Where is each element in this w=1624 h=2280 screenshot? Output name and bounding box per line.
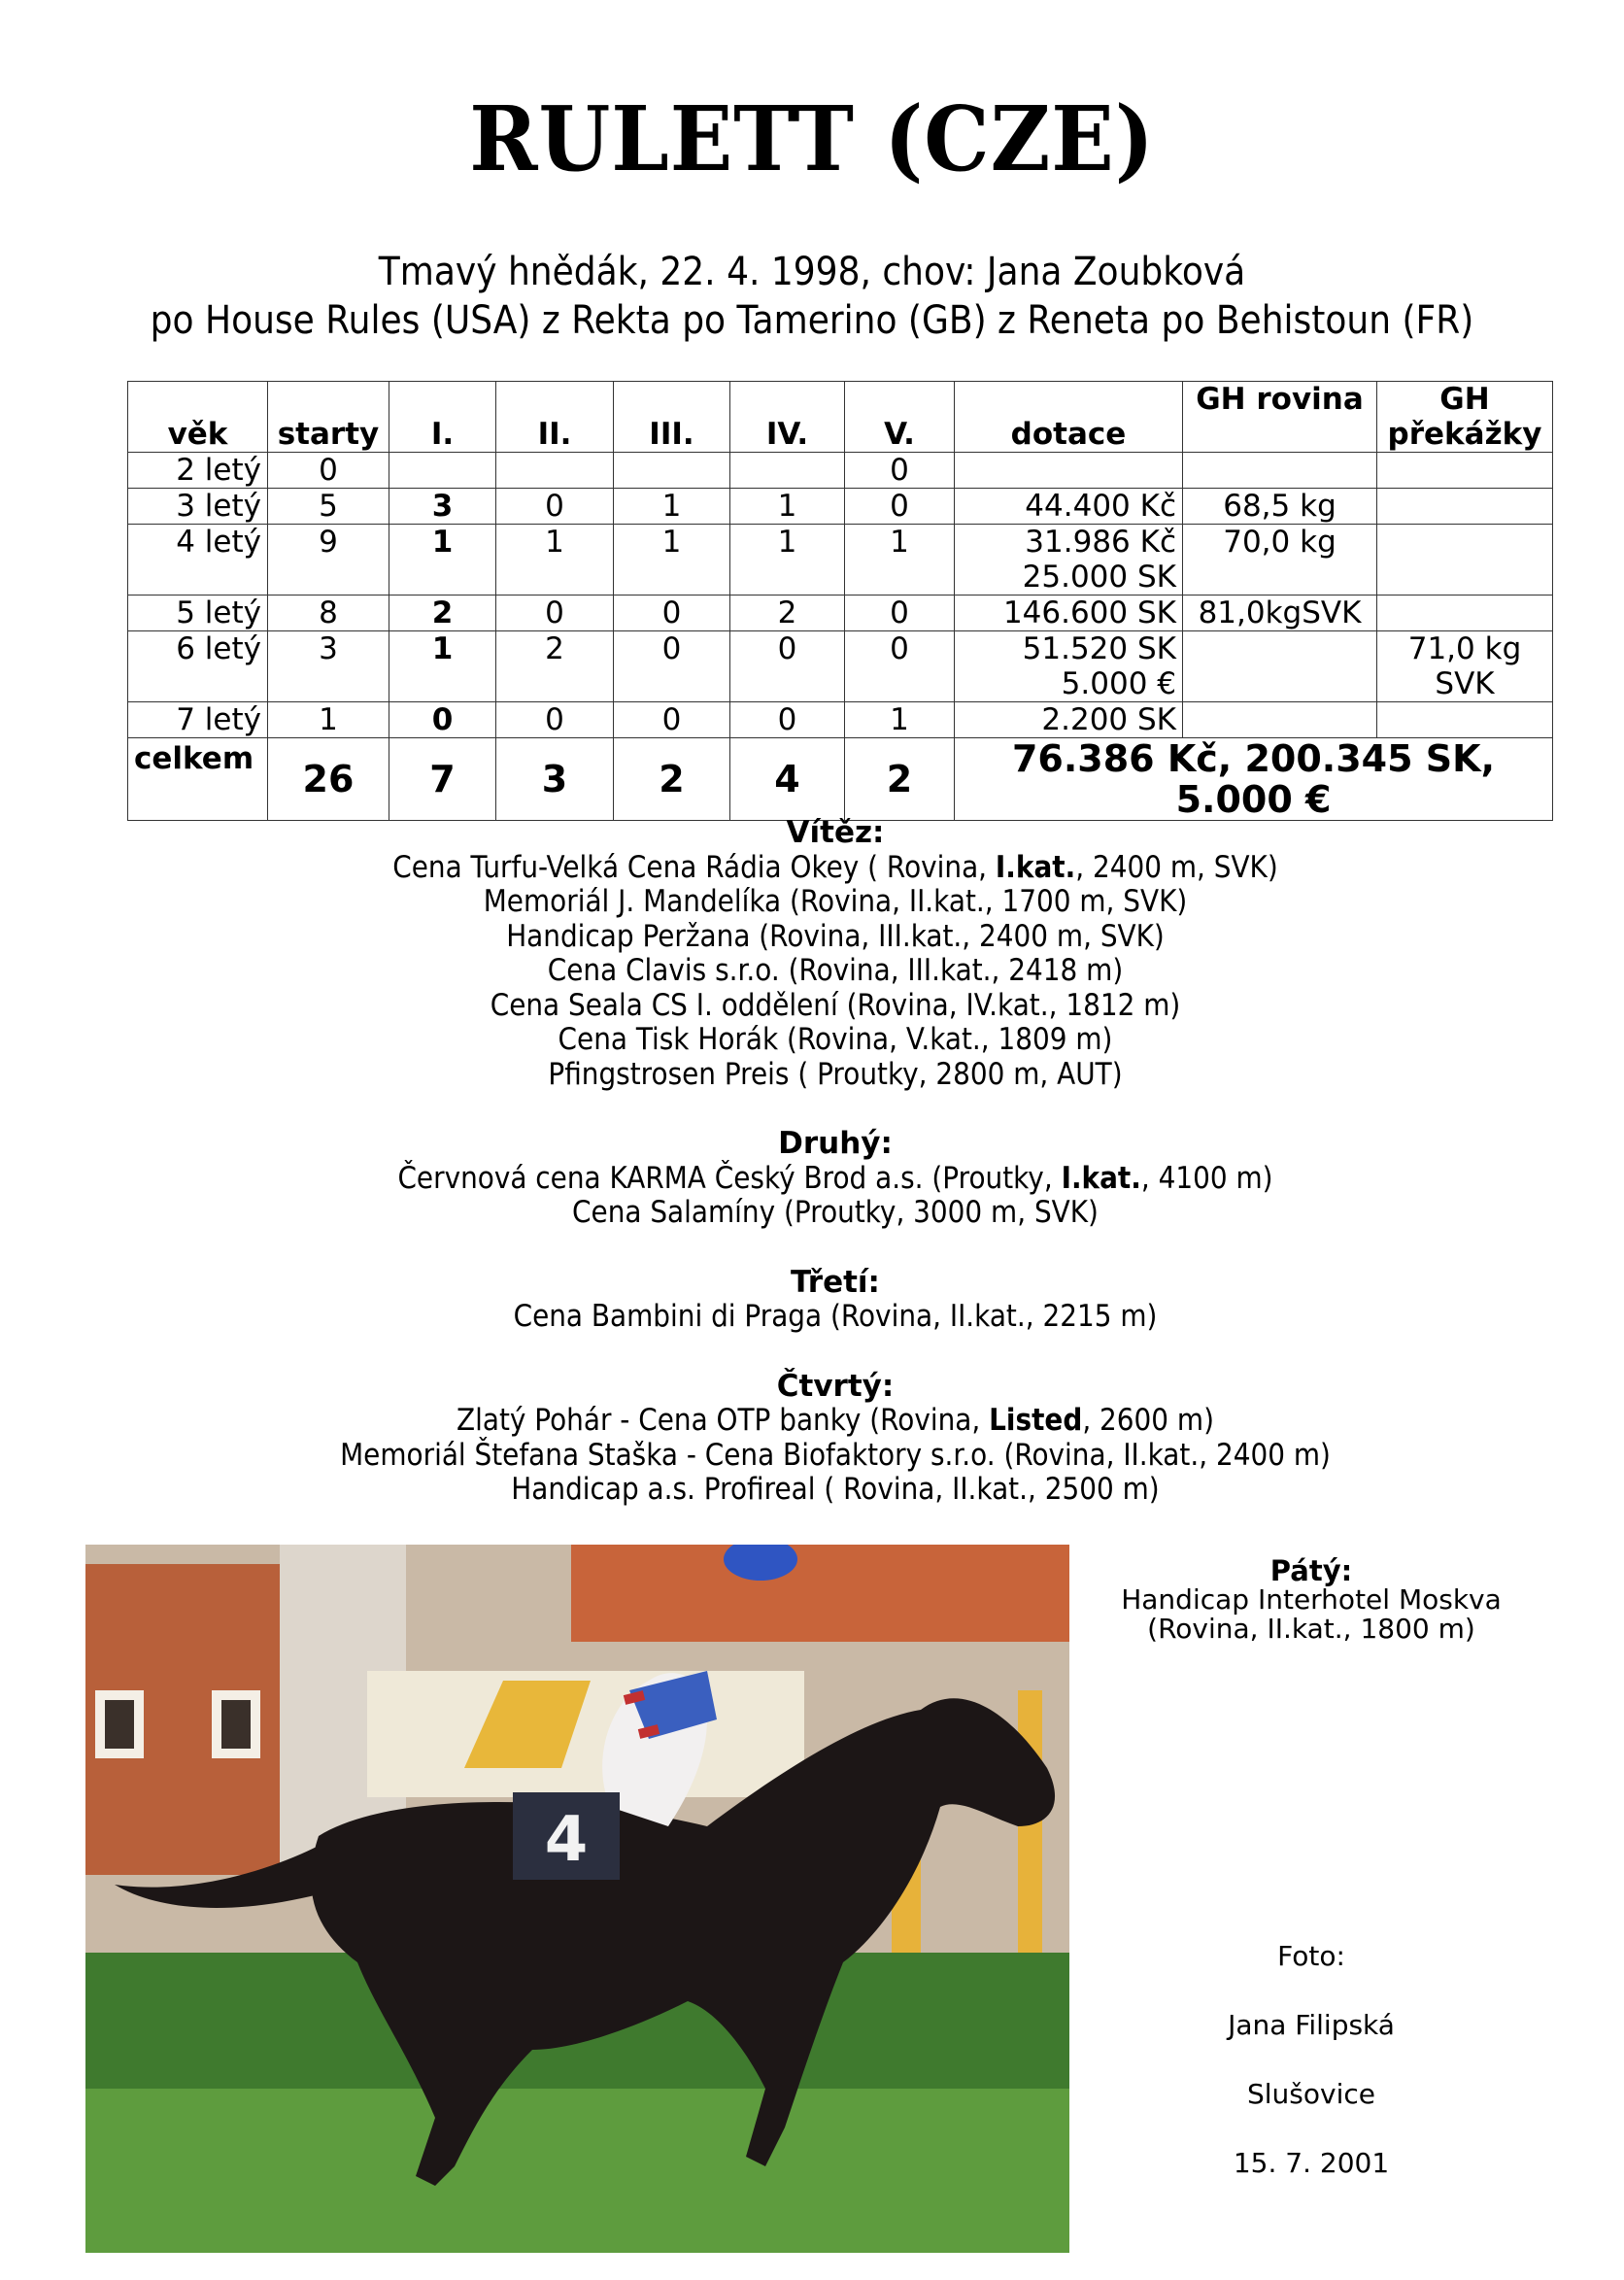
- starts-cell: 1: [268, 702, 389, 738]
- gh-jump-cell: [1377, 596, 1553, 631]
- table-row: [128, 631, 1553, 702]
- horse-photo: [85, 1545, 1069, 2253]
- total-label: celkem: [128, 738, 268, 821]
- fifth-places-cell: 1: [845, 702, 955, 738]
- total-fifth: 2: [845, 738, 955, 821]
- third-places-cell: [614, 453, 730, 489]
- first-places-cell: 1: [389, 631, 496, 702]
- starts-cell: 8: [268, 596, 389, 631]
- second-places-cell: 0: [496, 702, 614, 738]
- race-entry: [84, 1023, 1587, 1058]
- col-header-fourth: IV.: [730, 382, 845, 453]
- prize-money-cell: [955, 596, 1183, 631]
- gh-jump-cell: [1377, 525, 1553, 596]
- prize-money-cell: [955, 453, 1183, 489]
- col-header-second: II.: [496, 382, 614, 453]
- first-places-cell: 0: [389, 702, 496, 738]
- race-text: Cena Turfu-Velká Cena Rádia Okey ( Rovina,: [392, 849, 996, 885]
- photo-credit-label: Foto:: [1277, 1940, 1345, 1972]
- col-header-third: III.: [614, 382, 730, 453]
- fourth-places-cell: [730, 453, 845, 489]
- second-places-list: [0, 1162, 1624, 1231]
- wins-list: [0, 851, 1624, 1093]
- fifth-places-cell: 0: [845, 453, 955, 489]
- wins-heading: Vítěz:: [786, 815, 885, 850]
- third-places-cell: 1: [614, 525, 730, 596]
- race-text: Handicap a.s. Profireal ( Rovina, II.kat., 2500 m): [511, 1472, 1160, 1507]
- starts-cell: 3: [268, 631, 389, 702]
- age-cell: 6 letý: [128, 631, 268, 702]
- gh-flat-cell: 81,0kgSVK: [1183, 596, 1377, 631]
- total-third: 2: [614, 738, 730, 821]
- gh-jump-cell: [1377, 453, 1553, 489]
- race-entry: [84, 885, 1587, 920]
- prize-money-line: 31.986 Kč: [1025, 525, 1176, 560]
- horse-name-title: RULETT (CZE): [469, 86, 1155, 191]
- fourth-places-list: [0, 1404, 1624, 1508]
- prize-money-cell: [955, 489, 1183, 525]
- starts-cell: 5: [268, 489, 389, 525]
- fourth-places-cell: 0: [730, 702, 845, 738]
- col-header-gh-flat: GH rovina: [1183, 382, 1377, 453]
- race-text: Červnová cena KARMA Český Brod a.s. (Proutky,: [397, 1160, 1062, 1196]
- first-places-cell: 3: [389, 489, 496, 525]
- table-row: [128, 596, 1553, 631]
- race-text: Cena Bambini di Praga (Rovina, II.kat., 2215 m): [513, 1299, 1158, 1334]
- total-fourth: 4: [730, 738, 845, 821]
- prize-money-line: 2.200 SK: [1041, 702, 1176, 737]
- race-text-end: , 4100 m): [1140, 1160, 1273, 1196]
- race-text: Memoriál Štefana Staška - Cena Biofaktory s.r.o. (Rovina, II.kat., 2400 m): [340, 1437, 1331, 1473]
- col-header-gh-jump: [1377, 382, 1553, 453]
- grass: [85, 2089, 1069, 2253]
- second-places-cell: 2: [496, 631, 614, 702]
- race-text: Cena Clavis s.r.o. (Rovina, III.kat., 2418 m): [547, 953, 1124, 988]
- col-header-fifth: V.: [845, 382, 955, 453]
- gh-jump-line1: GH: [1439, 382, 1490, 417]
- fifth-places-group: [1107, 1556, 1515, 1644]
- prize-money-cell: [955, 702, 1183, 738]
- gh-jump-line: 71,0 kg: [1407, 631, 1522, 666]
- table-header-row: [128, 382, 1553, 453]
- pedigree-line: po House Rules (USA) z Rekta po Tamerino (GB) z Reneta po Behistoun (FR): [150, 298, 1474, 343]
- gh-flat-cell: [1183, 702, 1377, 738]
- prize-money-line: 51.520 SK: [1022, 631, 1176, 666]
- col-header-prize: dotace: [955, 382, 1183, 453]
- age-cell: 7 letý: [128, 702, 268, 738]
- first-places-cell: 1: [389, 525, 496, 596]
- first-places-cell: 2: [389, 596, 496, 631]
- age-cell: 5 letý: [128, 596, 268, 631]
- prize-money-cell: [955, 631, 1183, 702]
- race-entry: [84, 920, 1587, 955]
- starts-cell: 9: [268, 525, 389, 596]
- second-places-heading: Druhý:: [778, 1126, 893, 1161]
- race-entry: [84, 1300, 1587, 1335]
- prize-money-line: 44.400 Kč: [1025, 489, 1176, 524]
- second-places-cell: 0: [496, 596, 614, 631]
- gh-jump-line: SVK: [1435, 666, 1495, 701]
- horse-photo-illustration: [85, 1545, 1069, 2253]
- fifth-places-cell: 1: [845, 525, 955, 596]
- photo-date: 15. 7. 2001: [1233, 2147, 1390, 2179]
- col-header-first: I.: [389, 382, 496, 453]
- gh-flat-cell: 68,5 kg: [1183, 489, 1377, 525]
- race-text: Handicap Peržana (Rovina, III.kat., 2400 m, SVK): [506, 918, 1165, 954]
- table-row: [128, 525, 1553, 596]
- race-text-end: , 2400 m, SVK): [1075, 849, 1278, 885]
- col-header-starts: starty: [268, 382, 389, 453]
- prize-money-line: 146.600 SK: [1002, 596, 1176, 630]
- second-places-group: [0, 1127, 1624, 1231]
- fourth-places-heading: Čtvrtý:: [776, 1368, 895, 1404]
- age-cell: 2 letý: [128, 453, 268, 489]
- prize-money-line: 25.000 SK: [1022, 560, 1176, 595]
- race-entry: [84, 1439, 1587, 1474]
- wins-group: [0, 816, 1624, 1092]
- third-places-cell: 0: [614, 631, 730, 702]
- race-entry: [84, 1196, 1587, 1231]
- race-category: I.kat.: [1061, 1160, 1141, 1196]
- fifth-places-cell: 0: [845, 596, 955, 631]
- third-places-cell: 0: [614, 702, 730, 738]
- gh-flat-cell: [1183, 453, 1377, 489]
- fourth-places-cell: 2: [730, 596, 845, 631]
- age-cell: 4 letý: [128, 525, 268, 596]
- fifth-places-heading: Pátý:: [1269, 1554, 1353, 1587]
- photo-credit: [1107, 1933, 1515, 2209]
- starts-cell: 0: [268, 453, 389, 489]
- third-places-list: [0, 1300, 1624, 1335]
- fifth-places-cell: 0: [845, 489, 955, 525]
- fourth-places-cell: 1: [730, 525, 845, 596]
- third-places-group: [0, 1266, 1624, 1335]
- third-places-cell: 0: [614, 596, 730, 631]
- table-row: [128, 489, 1553, 525]
- race-entry: [84, 1058, 1587, 1093]
- race-text: Cena Seala CS I. oddělení (Rovina, IV.kat., 1812 m): [490, 987, 1181, 1023]
- total-first: 7: [389, 738, 496, 821]
- fifth-race-line2: (Rovina, II.kat., 1800 m): [1147, 1613, 1475, 1645]
- second-places-cell: 1: [496, 525, 614, 596]
- gh-flat-cell: [1183, 631, 1377, 702]
- fourth-places-cell: 1: [730, 489, 845, 525]
- gh-jump-cell: [1377, 631, 1553, 702]
- total-second: 3: [496, 738, 614, 821]
- col-header-age: věk: [128, 382, 268, 453]
- photo-place: Slušovice: [1247, 2078, 1375, 2110]
- gh-jump-line2: překážky: [1387, 417, 1542, 452]
- third-places-cell: 1: [614, 489, 730, 525]
- race-category: Listed: [989, 1403, 1083, 1438]
- race-entry: [84, 989, 1587, 1024]
- total-prize-money: 76.386 Kč, 200.345 SK, 5.000 €: [955, 738, 1553, 821]
- gh-jump-cell: [1377, 702, 1553, 738]
- second-places-cell: [496, 453, 614, 489]
- race-entry: [84, 954, 1587, 989]
- saddle-cloth-number: 4: [544, 1804, 589, 1876]
- photographer-name: Jana Filipská: [1228, 2009, 1395, 2041]
- gh-flat-cell: 70,0 kg: [1183, 525, 1377, 596]
- fifth-places-cell: 0: [845, 631, 955, 702]
- race-text: Zlatý Pohár - Cena OTP banky (Rovina,: [457, 1403, 990, 1438]
- total-starts: 26: [268, 738, 389, 821]
- fourth-places-group: [0, 1370, 1624, 1508]
- career-stats-table: [127, 381, 1553, 821]
- race-text: Pfingstrosen Preis ( Proutky, 2800 m, AUT): [548, 1056, 1123, 1092]
- race-results: [0, 816, 1624, 1543]
- race-category: I.kat.: [995, 849, 1076, 885]
- race-text-end: , 2600 m): [1082, 1403, 1214, 1438]
- fourth-places-cell: 0: [730, 631, 845, 702]
- table-total-row: [128, 738, 1553, 821]
- gh-jump-cell: [1377, 489, 1553, 525]
- prize-money-line: 5.000 €: [1061, 666, 1176, 701]
- fifth-race-line1: Handicap Interhotel Moskva: [1121, 1583, 1502, 1616]
- prize-money-cell: [955, 525, 1183, 596]
- race-entry: [84, 851, 1587, 886]
- building-upper-wall: [571, 1545, 1069, 1642]
- third-places-heading: Třetí:: [791, 1264, 880, 1300]
- race-entry: [84, 1473, 1587, 1508]
- race-text: Memoriál J. Mandelíka (Rovina, II.kat., 1700 m, SVK): [483, 884, 1188, 919]
- table-row: [128, 453, 1553, 489]
- race-text: Cena Salamíny (Proutky, 3000 m, SVK): [572, 1195, 1099, 1230]
- horse-details: Tmavý hnědák, 22. 4. 1998, chov: Jana Zoubková: [378, 250, 1246, 294]
- age-cell: 3 letý: [128, 489, 268, 525]
- second-places-cell: 0: [496, 489, 614, 525]
- race-entry: [84, 1404, 1587, 1439]
- table-row: [128, 702, 1553, 738]
- race-entry: [84, 1162, 1587, 1197]
- first-places-cell: [389, 453, 496, 489]
- race-text: Cena Tisk Horák (Rovina, V.kat., 1809 m): [558, 1022, 1113, 1057]
